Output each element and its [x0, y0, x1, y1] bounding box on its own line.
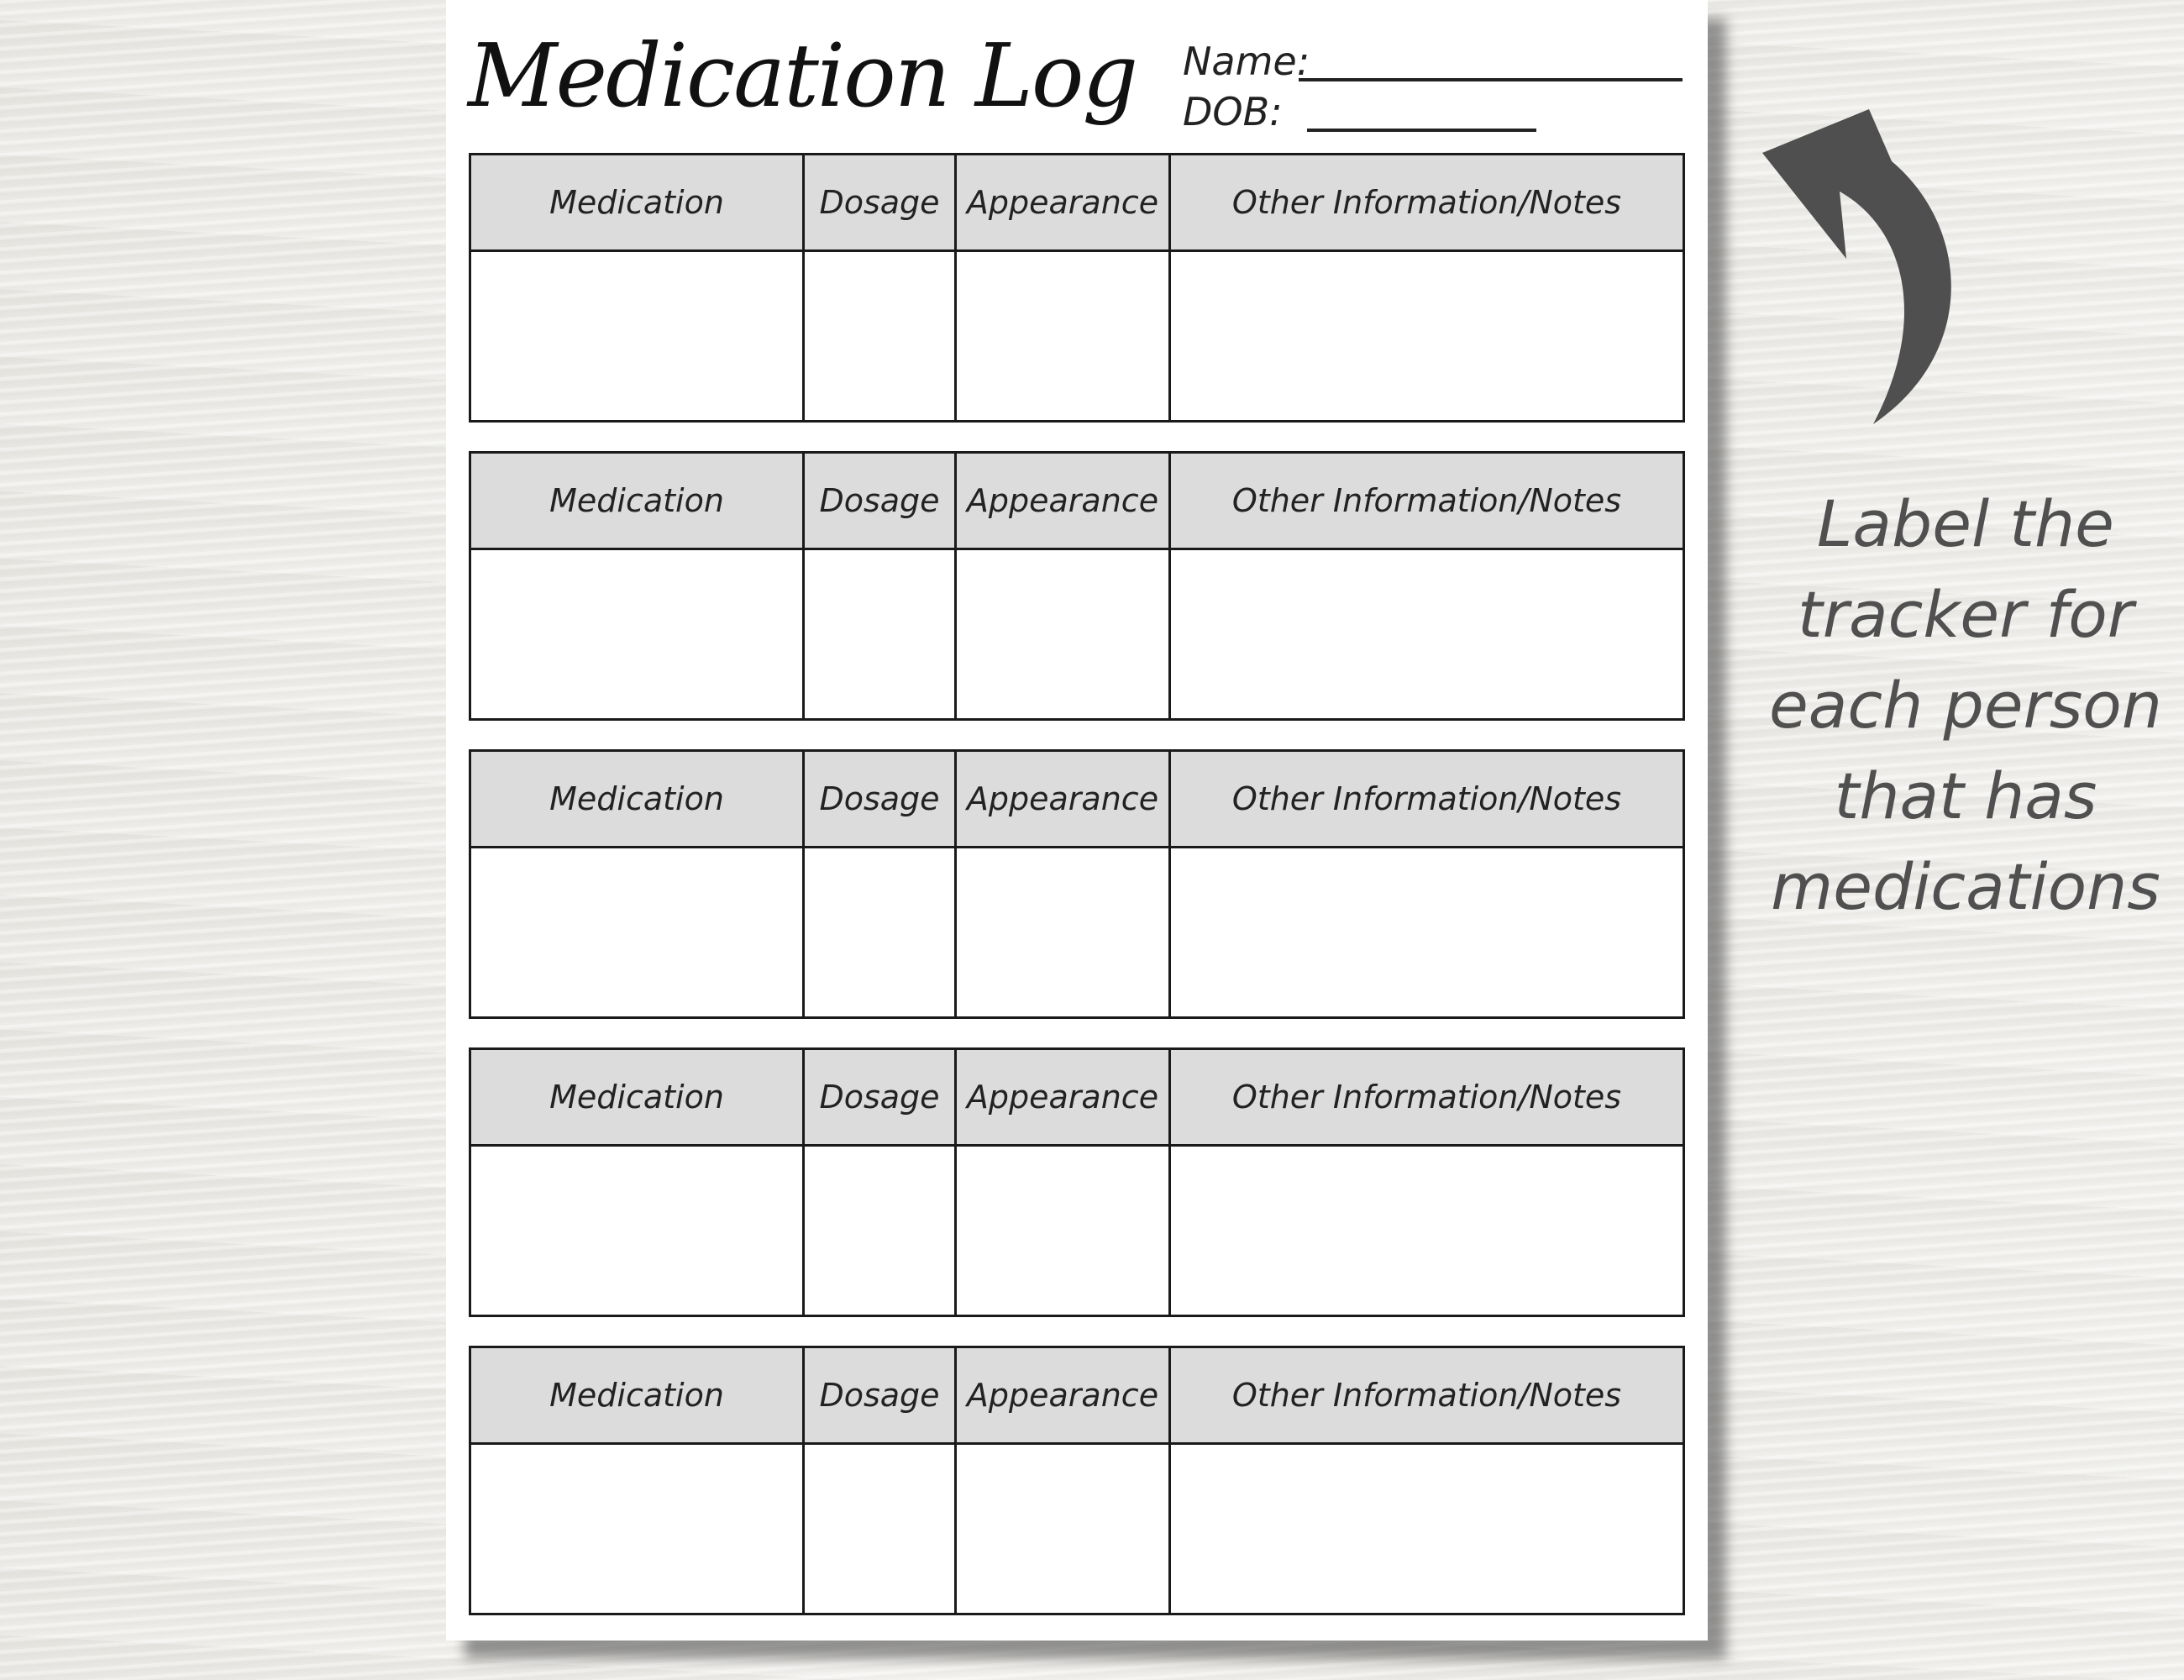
page-title: Medication Log [468, 24, 1137, 127]
notes-cell[interactable] [1170, 1146, 1684, 1316]
medication-cell[interactable] [470, 1146, 804, 1316]
table-row [470, 251, 1684, 422]
header-dosage: Dosage [804, 1347, 956, 1444]
header-notes: Other Information/Notes [1170, 751, 1684, 848]
appearance-cell[interactable] [956, 549, 1170, 720]
header-medication: Medication [470, 1347, 804, 1444]
header-dosage: Dosage [804, 155, 956, 251]
appearance-cell[interactable] [956, 1444, 1170, 1614]
dosage-cell[interactable] [804, 549, 956, 720]
table-row [470, 1444, 1684, 1614]
dosage-cell[interactable] [804, 848, 956, 1018]
arrow-shape [1762, 109, 1951, 424]
dosage-cell[interactable] [804, 1444, 956, 1614]
medication-table [469, 1047, 1685, 1317]
notes-cell[interactable] [1170, 549, 1684, 720]
medication-cell[interactable] [470, 1444, 804, 1614]
dob-field[interactable] [1307, 129, 1536, 132]
curved-arrow-icon [1756, 101, 1982, 437]
header-appearance: Appearance [956, 155, 1170, 251]
header-notes: Other Information/Notes [1170, 155, 1684, 251]
table-header-row [470, 751, 1684, 848]
header-dosage: Dosage [804, 751, 956, 848]
header-medication: Medication [470, 1049, 804, 1146]
medication-table [469, 749, 1685, 1019]
table-row [470, 848, 1684, 1018]
medication-table [469, 451, 1685, 721]
table-header-row [470, 1049, 1684, 1146]
medication-cell[interactable] [470, 848, 804, 1018]
header-medication: Medication [470, 751, 804, 848]
table-row [470, 1146, 1684, 1316]
appearance-cell[interactable] [956, 848, 1170, 1018]
appearance-cell[interactable] [956, 1146, 1170, 1316]
header-notes: Other Information/Notes [1170, 1049, 1684, 1146]
medication-table [469, 1346, 1685, 1615]
header-appearance: Appearance [956, 1049, 1170, 1146]
medication-table [469, 153, 1685, 423]
header-medication: Medication [470, 453, 804, 549]
notes-cell[interactable] [1170, 1444, 1684, 1614]
name-label: Name: [1183, 39, 1310, 84]
notes-cell[interactable] [1170, 251, 1684, 422]
table-row [470, 549, 1684, 720]
dosage-cell[interactable] [804, 1146, 956, 1316]
medication-log-page [446, 0, 1708, 1641]
header-dosage: Dosage [804, 453, 956, 549]
dob-label: DOB: [1183, 89, 1283, 134]
header-appearance: Appearance [956, 751, 1170, 848]
header-medication: Medication [470, 155, 804, 251]
appearance-cell[interactable] [956, 251, 1170, 422]
header-dosage: Dosage [804, 1049, 956, 1146]
header-appearance: Appearance [956, 453, 1170, 549]
header-appearance: Appearance [956, 1347, 1170, 1444]
header-notes: Other Information/Notes [1170, 1347, 1684, 1444]
medication-cell[interactable] [470, 251, 804, 422]
table-header-row [470, 453, 1684, 549]
medication-cell[interactable] [470, 549, 804, 720]
table-header-row [470, 155, 1684, 251]
notes-cell[interactable] [1170, 848, 1684, 1018]
header-notes: Other Information/Notes [1170, 453, 1684, 549]
callout-text: Label the tracker for each person that has medications [1769, 486, 2162, 924]
table-header-row [470, 1347, 1684, 1444]
name-field[interactable] [1299, 78, 1683, 81]
dosage-cell[interactable] [804, 251, 956, 422]
